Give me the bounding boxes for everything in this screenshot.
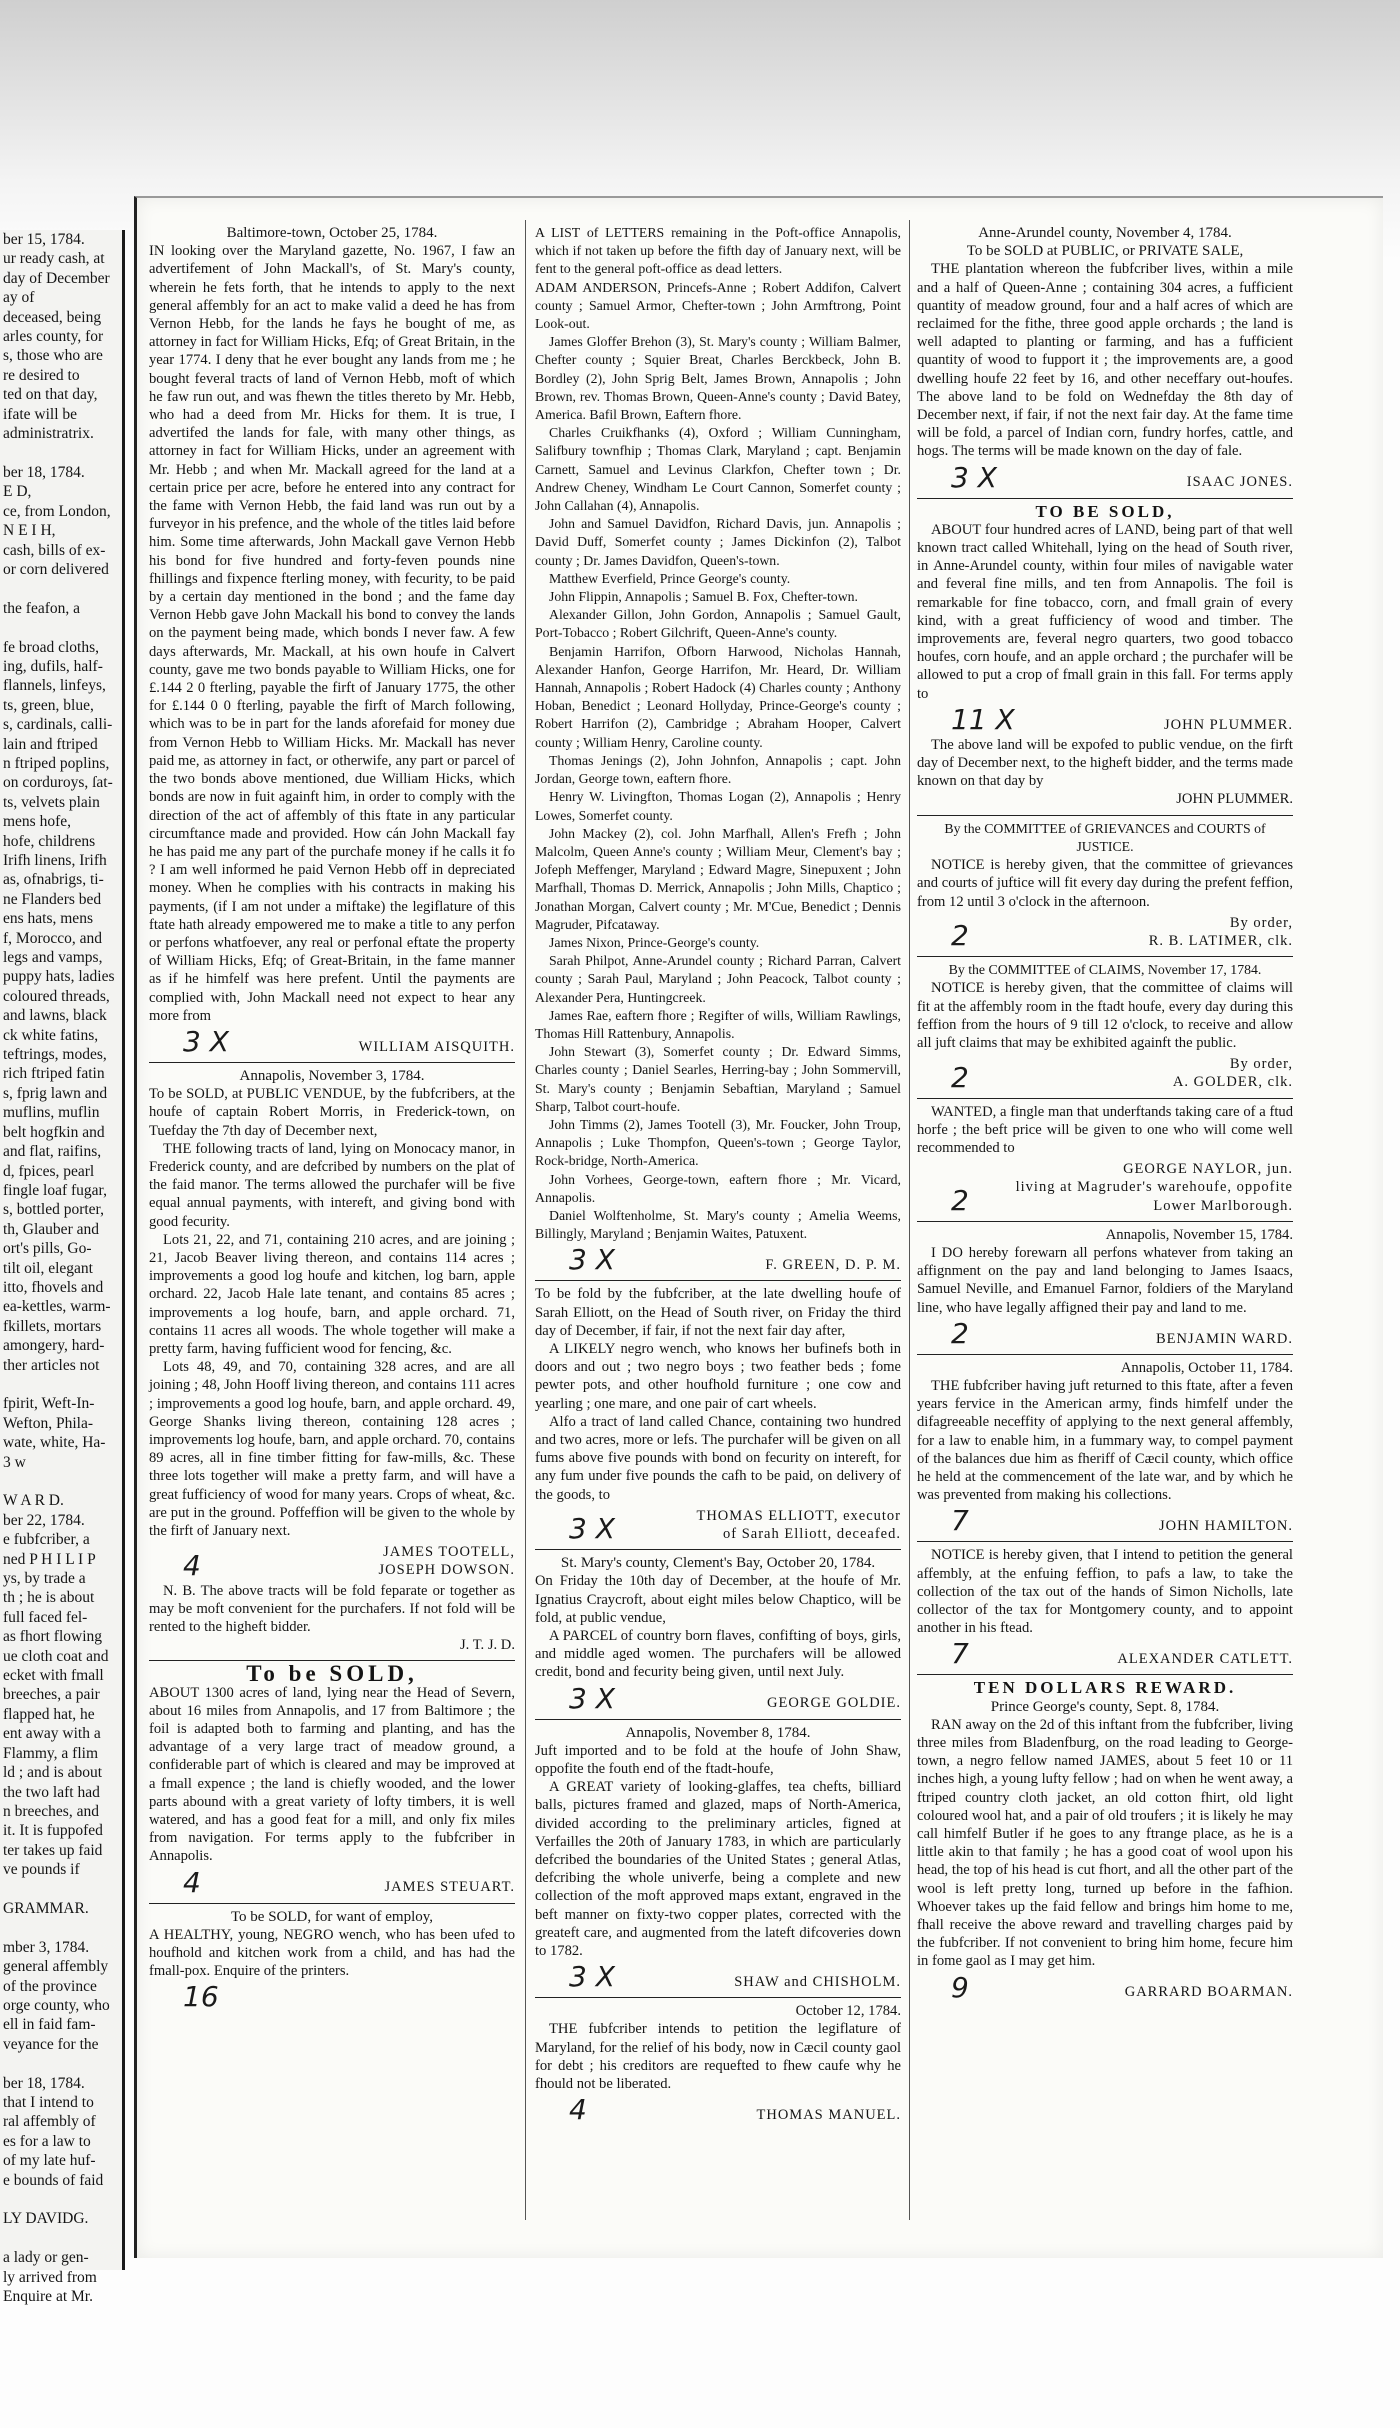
left-strip-line: th, Glauber and [3, 1220, 99, 1238]
left-strip-line: GRAMMAR. [3, 1899, 89, 1917]
left-strip-line: a lady or gen- [3, 2249, 89, 2267]
left-strip-line: of my late huf- [3, 2152, 96, 2170]
signature-mark: 2 [951, 1060, 969, 1094]
left-strip-line: fpirit, Weft-In- [3, 1395, 95, 1413]
left-strip-line: as, ofnabrigs, ti- [3, 871, 104, 889]
ad-text: THE fubfcriber intends to petition the legiflature of Maryland, for the relief of his body, now in Cæcil county gaol for debt ; his creditors are requefted to fhew caufe why he fhould not be liberated. [535, 2021, 901, 2093]
left-strip-line: ber 18, 1784. [3, 2074, 85, 2092]
ad-text: THE plantation whereon the fubfcriber lives, within a mile and a half of Queen-Anne ; containing 304 acres, a fufficient quantity of meadow ground, four and a half acres of which are reclaimed for the fithe, three good apple orchards ; the land is well adapted to planting or farming, and has a fufficient quantity of wood to fupport it ; the improvements are, a good dwelling houfe 22 feet by 16, and other neceffary out-houfes. The above land to be fold on Wednefday the 8th day of December next, if fair, if not the next fair day. At the fame time will be fold, a parcel of Indian corn, fundry horfes, cattle, and hogs. The terms will be made known on the day of fale. [917, 261, 1293, 460]
left-strip-line [0, 1375, 122, 1394]
left-strip-line: ort's pills, Go- [3, 1240, 92, 1258]
ad-text: A PARCEL of country born flaves, confifting of boys, girls, and middle aged women. The purchafers will be allowed credit, bond and fecurity being given, until next July. [535, 1628, 901, 1681]
ad-title: To be SOLD, for want of employ, [230, 1908, 434, 1925]
signature-mark: 3 X [183, 1024, 229, 1058]
left-strip-line: ce, from London, [3, 502, 111, 520]
signature: JOHN HAMILTON. [1158, 1518, 1293, 1535]
ad-text: THE fubfcriber having juft returned to this ftate, after a feven years fervice in the American army, finds himfelf under the difagreeable neceffity of applying to the next general affembly, for a law to enable him, in a fummary way, to compel payment of the balances due him as fheriff of Cæcil county, which office he held at the commencement of the late war, and by which he was prevented from making his collections. [917, 1377, 1293, 1504]
left-strip-line: amongery, hard- [3, 1337, 105, 1355]
divider [917, 1221, 1293, 1222]
divider [917, 498, 1293, 499]
left-strip-line: on corduroys, ſat- [3, 774, 113, 792]
left-strip-line: wate, white, Ha- [3, 1434, 106, 1452]
left-strip-line: tilt oil, elegant [3, 1259, 93, 1277]
ad-title: To be SOLD at PUBLIC, or PRIVATE SALE, [966, 243, 1244, 260]
left-strip-line: full faced fel- [3, 1608, 88, 1626]
ad-text: Lots 21, 22, and 71, containing 210 acres, and are joining ; 21, Jacob Beaver living thereon, and contains 114 acres ; improvements a good log houfe and kitchen, log barn, apple orchard. 22, Jacob Hale late tenant, and contains 85 acres ; improvements a log houfe, barn, and apple orchard. 71, contains 11 acres all woods. The whole together will make a pretty farm, having fufficient wood for fencing, &c. [149, 1231, 515, 1357]
left-strip-line: lain and ftriped [3, 735, 98, 753]
column-divider [909, 220, 910, 2220]
left-strip-line: muflins, muflin [3, 1104, 100, 1122]
signature: BENJAMIN WARD. [1156, 1330, 1293, 1347]
left-strip-line: coloured threads, [3, 987, 110, 1005]
left-strip-line: flapped hat, he [3, 1705, 95, 1723]
signature-mark: 3 X [569, 1960, 615, 1994]
left-strip-line: ea-kettles, warm- [3, 1298, 111, 1316]
left-strip-line: Irifh linens, Irifh [3, 852, 107, 869]
newspaper-page [134, 196, 1383, 2258]
left-strip-line: ing, dufils, half- [3, 657, 103, 675]
left-strip-line: ral affembly of [3, 2113, 96, 2131]
left-strip-line: ld ; and is about [3, 1764, 103, 1782]
ad-text: NOTICE is hereby given, that the committee of grievances and courts of juftice will fit every day during the prefent feffion, from 12 until 3 o'clock in the afternoon. [917, 857, 1293, 910]
ad-text: NOTICE is hereby given, that I intend to petition the general affembly, at the enfuing feffion, to pafs a law, to take the collection of the tax out of the hands of Simon Nicholls, late collector of the tax for Montgomery county, and to appoint another in his ftead. [917, 1547, 1293, 1637]
left-strip-line: LY DAVIDG. [3, 2210, 89, 2228]
signature-mark: 2 [951, 1316, 969, 1350]
left-strip-line: ter takes up faid [3, 1841, 103, 1859]
left-strip-line: Flammy, a flim [3, 1744, 98, 1762]
signature: F. GREEN, D. P. M. [765, 1257, 901, 1274]
ad-text: A GREAT variety of looking-glaffes, tea chefts, billiard balls, pictures framed and glazed, maps of North-America, divided according to the preliminary articles, figned at Verfailles the 20th of January 1783, in which are particularly defcribed the boundaries of the United States ; general Atlas, defcribing the whole univerfe, being a complete and new collection of the moft approved maps extant, engraved in the beft manner on fixty-two copper plates, corrected with the greateft care, and augmented from the lateft difcoveries down to 1782. [535, 1779, 901, 1960]
committee-heading: By the COMMITTEE of GRIEVANCES and COURTS of JUSTICE. [944, 820, 1266, 854]
dateline: Anne-Arundel county, November 4, 1784. [978, 225, 1232, 241]
left-strip-line: itto, fhovels and [3, 1278, 104, 1296]
ad-text: ABOUT 1300 acres of land, lying near the Head of Severn, about 16 miles from Annapolis, and 17 from Baltimore ; the foil is adapted both to farming and planting, and has the advantage of a very large tract of meadow ground, a confiderable part of which is cleared and may be improved at a fmall expence ; the land is chiefly wooded, and the lower parts abound with a great variety of lofty timbers, it is well watered, and has a good feat for a mill, and only fix miles from navigation. For terms apply to the fubfcriber in Annapolis. [149, 1684, 515, 1865]
signature: GEORGE GOLDIE. [766, 1695, 901, 1712]
signature: By order, [1229, 914, 1293, 931]
ad-text: On Friday the 10th day of December, at the houfe of Mr. Ignatius Craycroft, about eight miles below Chaptico, will be fold, at public vendue, [535, 1573, 901, 1626]
left-strip-line: it. It is fuppofed [3, 1822, 103, 1840]
ad-text: To be fold by the fubfcriber, at the late dwelling houfe of Sarah Elliott, on the Head of South river, on Friday the third day of December, if fair, if not the next fair day after, [535, 1286, 901, 1339]
divider [917, 956, 1293, 957]
ad-text: Lots 48, 49, and 70, containing 328 acres, and are all joining ; 48, John Hooff living thereon, and contains 111 acres ; improvements a good log houfe, barn, and apple orchard. 49, George Shanks living thereon, containing 128 acres ; improvements log houfe, barn, and apple orchard. 70, contains 89 acres, all in fine timber fitting for faw-mills, &c. These three lots together will make a pretty farm, and will have a great fufficiency of wood for many years. Crops of wheat, &c. are put in the ground. Poffeffion will be given to the whole by the firft of January next. [149, 1359, 515, 1540]
left-strip-line: mber 3, 1784. [3, 1938, 90, 1956]
left-strip-line: or corn delivered [3, 560, 109, 578]
column-divider [525, 220, 526, 2220]
ad-text: ABOUT four hundred acres of LAND, being part of that well known tract called Whitehall, lying on the head of South river, in Anne-Arundel county, within four miles of navigable water and feveral fine mills, and ten from Annapolis. The foil is remarkable for fine tobacco, corn, and fmall grain of every kind, with a great fufficiency of wood and timber. The improvements are, feveral negro quarters, two good tobacco houfes, corn houfe, and an apple orchard ; the purchafer will be allowed to put a crop of fmall grain in this fall. For terms apply to [917, 521, 1293, 702]
column-2 [535, 224, 901, 2224]
signature-mark: 3 X [569, 1512, 615, 1546]
left-strip-line [0, 618, 122, 637]
left-strip-line: ber 18, 1784. [3, 463, 85, 481]
divider [535, 1280, 901, 1281]
ad-text: WANTED, a fingle man that underftands taking care of a ftud horfe ; the beft price will be given to one who will come well recommended to [917, 1103, 1293, 1156]
left-strip-line: ck white fatins, [3, 1026, 99, 1044]
left-strip-line: fkillets, mortars [3, 1317, 102, 1335]
left-strip-line: es for a law to [3, 2132, 91, 2150]
left-strip-line [0, 1472, 122, 1491]
signature-mark: 3 X [951, 460, 997, 494]
left-strip-line: ens hats, mens [3, 910, 93, 928]
ad-text: NOTICE is hereby given, that the committee of claims will fit at the affembly room in the ftadt houfe, every day during this feffion from the hours of 9 till 12 o'clock, to receive and allow all juft claims that may be exhibited againft the public. [917, 980, 1293, 1051]
letter-list: John Flippin, Annapolis ; Samuel B. Fox, Chefter-town. [549, 589, 859, 605]
left-strip-line: ay of [3, 289, 35, 307]
ad-text: Juft imported and to be fold at the houfe of John Shaw, oppofite the fouth end of the ftadt-houfe, [535, 1742, 901, 1778]
signature: JOHN PLUMMER. [1163, 716, 1293, 733]
signature: JOHN PLUMMER. [1176, 791, 1293, 808]
left-strip-line: ell in faid fam- [3, 2016, 96, 2034]
letter-list: John Mackey (2), col. John Marfhall, Allen's Frefh ; John Malcolm, Queen Anne's county ; William Meur, Clement's bay ; Jofeph Meffenger, Maryland ; Edward Magre, Sinepuxent ; John Marfhall, Thomas D. Merrick, Annapolis ; John Mills, Chaptico ; Jonathan Morgan, Calvert county ; Mr. M'Cue, Benedict ; Dennis Magruder, Pifcataway. [535, 825, 901, 932]
left-strip-line: ifate will be [3, 405, 78, 423]
letter-list: ADAM ANDERSON, Princefs-Anne ; Robert Addifon, Calvert county ; Samuel Armor, Chefter-town ; John Armftrong, Point Look-out. [535, 279, 901, 332]
divider [917, 1674, 1293, 1675]
ad-text: A LIKELY negro wench, who knows her bufinefs both in doors and out ; two negro boys ; two feather beds ; fome pewter pots, and other houfhold furniture ; one cow and yearling ; one mare, and one pair of cart wheels. [535, 1340, 901, 1412]
letter-list: Matthew Everfield, Prince George's county. [549, 570, 791, 586]
left-strip-line: belt hogfkin and [3, 1123, 105, 1141]
left-strip-line: and flat, raifins, [3, 1143, 102, 1161]
ad-title: To be SOLD, [246, 1661, 418, 1687]
left-strip-line: 3 w [3, 1453, 26, 1471]
left-strip-line: that I intend to [3, 2094, 94, 2111]
divider [535, 1549, 901, 1550]
left-strip-line: breeches, a pair [3, 1686, 100, 1704]
left-strip-line [0, 2054, 122, 2073]
ad-title: TO BE SOLD, [1035, 501, 1175, 521]
ad-text: THE following tracts of land, lying on Monocacy manor, in Frederick county, and are defcribed by numbers on the plat of the faid manor. The terms allowed the purchafer will be five equal annual payments, with intereft, and giving bond with good fecurity. [149, 1140, 515, 1230]
left-strip-line: s, bottled porter, [3, 1201, 104, 1219]
left-strip-line: Enquire at Mr. [3, 2288, 93, 2306]
left-strip-line: e fubfcriber, a [3, 1531, 90, 1549]
signature-mark: 7 [951, 1637, 969, 1671]
signature: of Sarah Elliott, deceafed. [723, 1526, 901, 1543]
divider [535, 1719, 901, 1720]
signature: By order, [1229, 1056, 1293, 1073]
left-strip-line: re desired to [3, 366, 80, 384]
signature-mark: 16 [183, 1980, 219, 2014]
column-3 [917, 224, 1293, 2224]
column-1 [149, 224, 515, 2224]
letter-list: Charles Cruikfhanks (4), Oxford ; William Cunningham, Salifbury townfhip ; Thomas Clark, Maryland ; capt. Benjamin Carnett, Samuel and Levinus Clarkfon, Chefter town ; Dr. Andrew Cheney, Windham Le Court Cannon, Somerfet county ; John Callahan (4), Annapolis. [535, 425, 901, 514]
letter-list: John Stewart (3), Somerfet county ; Dr. Edward Simms, Charles county ; Daniel Searles, Herring-bay ; John Sommervill, St. Mary's county ; Benjamin Sebaftian, Maryland ; Samuel Sharp, Talbot court-houfe. [535, 1044, 901, 1114]
letter-list: James Nixon, Prince-George's county. [549, 934, 760, 950]
dateline: Baltimore-town, October 25, 1784. [226, 225, 438, 241]
left-strip-line: the feafon, a [3, 599, 81, 617]
ad-text: Alfo a tract of land called Chance, containing two hundred and two acres, more or lefs. The purchafer will be given on all fums above five pounds with bond on fecurity on intereft, for any fum under five pounds the cafh to be paid, on delivery of the goods, to [535, 1413, 901, 1503]
signature-mark: 2 [951, 919, 969, 953]
letter-list: Benjamin Harrifon, Ofborn Harwood, Nicholas Hannah, Alexander Hanfon, George Harrifon, Mr. Heard, Dr. William Hannah, Annapolis ; Robert Hadock (4) Charles county ; Anthony Hoban, Benedict ; Leonard Hollyday, Prince-George's county ; Robert Harrifon (2), Cambridge ; Abraham Hooper, Calvert county ; William Henry, Caroline county. [535, 643, 901, 750]
signature-mark: 4 [183, 1865, 201, 1899]
letter-list: Thomas Jenings (2), John Johnfon, Annapolis ; capt. John Jordan, George town, eaftern fhore. [535, 752, 901, 787]
left-strip-line: e bounds of faid [3, 2171, 104, 2189]
signature: JAMES STEUART. [384, 1879, 515, 1896]
left-strip-line: n ftriped poplins, [3, 754, 110, 772]
signature-mark: 4 [183, 1548, 201, 1582]
left-strip-line: and lawns, black [3, 1007, 107, 1025]
left-strip-line: the two laft had [3, 1783, 100, 1801]
divider [917, 1098, 1293, 1099]
left-strip-line: E D, [3, 483, 32, 501]
left-strip-line: th ; he is about [3, 1589, 95, 1607]
dateline: St. Mary's county, Clement's Bay, October 20, 1784. [560, 1555, 876, 1572]
signature: THOMAS MANUEL. [756, 2107, 901, 2124]
left-strip-line: Wefton, Phila- [3, 1414, 94, 1432]
divider [149, 1903, 515, 1904]
left-strip-line: orge county, who [3, 1996, 110, 2014]
signature-mark: 3 X [569, 1243, 615, 1277]
left-strip-line: of the province [3, 1977, 97, 1995]
letter-list: John Timms (2), James Tootell (3), Mr. Foucker, John Troup, Annapolis ; Luke Thompfon, Queen's-town ; George Taylor, Rock-bridge, North-America. [535, 1116, 901, 1169]
left-strip-line: ve pounds if [3, 1861, 80, 1879]
signature-mark: 7 [951, 1504, 969, 1538]
ad-text: The above land will be expofed to public vendue, on the firft day of December next, to the higheft bidder, and the terms made known on that day by [917, 736, 1293, 790]
divider [535, 1997, 901, 1998]
committee-heading: By the COMMITTEE of CLAIMS, November 17, 1784. [948, 962, 1262, 978]
ad-text: I DO hereby forewarn all perfons whatever from taking an affignment on the pay and land belonging to James Isaacs, Samuel Neville, and Emanuel Farnor, foldiers of the Maryland line, who have legally affigned their pay and land to me. [917, 1244, 1293, 1316]
letter-list: John and Samuel Davidfon, Richard Davis, jun. Annapolis ; David Duff, Somerfet county ; James Dickinfon (2), Talbot county ; Dr. James Davidfon, Queen's-town. [535, 516, 901, 568]
ad-title: TEN DOLLARS REWARD. [973, 1678, 1237, 1698]
signature: J. T. J. D. [459, 1637, 515, 1654]
left-strip-line: d, fpices, pearl [3, 1162, 95, 1180]
signature: JOSEPH DOWSON. [378, 1562, 515, 1579]
left-page-strip [0, 230, 125, 2306]
signature: living at Magruder's warehoufe, oppofite Lower Marlborough. [1015, 1179, 1293, 1214]
signature: ALEXANDER CATLETT. [1117, 1651, 1293, 1668]
left-strip-line: veyance for the [3, 2035, 99, 2053]
left-strip-line: n breeches, and [3, 1802, 99, 1820]
left-strip-line: administratrix. [3, 425, 94, 443]
dateline: Annapolis, November 3, 1784. [239, 1067, 425, 1084]
signature: JAMES TOOTELL, [383, 1544, 515, 1561]
signature: THOMAS ELLIOTT, executor [696, 1507, 901, 1524]
left-strip-line: fe broad cloths, [3, 638, 99, 656]
left-strip-line: deceased, being [3, 308, 102, 326]
letter-list: Henry W. Livingfton, Thomas Logan (2), Annapolis ; Henry Lowes, Somerfet county. [535, 789, 901, 823]
left-strip-line [0, 1880, 122, 1899]
left-strip-line: f, Morocco, and [3, 929, 102, 947]
ad-text: A LIST of LETTERS remaining in the Poft-office Annapolis, which if not taken up before the fifth day of January next, will be fent to the general poft-office as dead letters. [535, 225, 901, 277]
dateline: Prince George's county, Sept. 8, 1784. [990, 1698, 1220, 1715]
divider [149, 1062, 515, 1063]
divider [917, 1354, 1293, 1355]
left-strip-line: hofe, childrens [3, 832, 96, 850]
left-strip-line: ts, green, blue, [3, 696, 94, 714]
signature: SHAW and CHISHOLM. [734, 1974, 901, 1991]
letter-list: John Vorhees, George-town, eaftern fhore ; Mr. Vicard, Annapolis. [535, 1171, 901, 1205]
ad-text: RAN away on the 2d of this inftant from the fubfcriber, living three miles from Bladenfburg, on the road leading to George-town, a negro fellow named JAMES, about 5 feet 10 or 11 inches high, a young lufty fellow ; had on when he went away, a ftriped country cloth jacket, an old cotton fhirt, old light coloured wool hat, and a pair of old troufers ; it is likely he may call himfelf Butler if he goes to any ftrange place, as he is a little akin to that family ; he has a good coat of wool upon his head, the top of his head is cut fhort, and all the other part of the wool is left pretty long, turned up before in the fafhion. Whoever takes up the faid fellow and brings him home to me, fhall receive the above reward and travelling charges paid by the fubfcriber. If not convenient to bring him home, fecure him in fome gaol as I may get him. [917, 1716, 1293, 1970]
left-strip-line: ur ready cash, at [3, 250, 105, 268]
dateline: Annapolis, November 8, 1784. [625, 1724, 811, 1741]
signature: WILLIAM AISQUITH. [358, 1038, 515, 1055]
left-strip-line: ted on that day, [3, 386, 98, 404]
signature: ISAAC JONES. [1186, 474, 1293, 491]
left-strip-line [0, 1918, 122, 1937]
left-strip-line: ne Flanders bed [3, 890, 102, 908]
left-strip-line: general affembly [3, 1958, 109, 1976]
letter-list: Daniel Wolftenholme, St. Mary's county ; Amelia Weems, Billingly, Maryland ; Benjamin Waites, Patuxent. [535, 1207, 901, 1242]
left-strip-line: rich ftriped fatin [3, 1065, 105, 1083]
left-strip-line: ther articles not [3, 1356, 100, 1374]
left-strip-line: ts, velvets plain [3, 793, 100, 811]
signature-mark: 4 [569, 2093, 587, 2127]
left-strip-line: s, those who are [3, 347, 103, 365]
letter-list: Sarah Philpot, Anne-Arundel county ; Richard Parran, Calvert county ; Sarah Paul, Maryland ; John Peacock, Talbot county ; Alexander Pera, Huntingcreek. [535, 953, 901, 1005]
signature: A. GOLDER, clk. [1172, 1074, 1293, 1091]
left-strip-line: ly arrived from [3, 2268, 97, 2286]
signature-mark: 3 X [569, 1681, 615, 1715]
ad-text: To be SOLD, at PUBLIC VENDUE, by the fubfcribers, at the houfe of captain Robert Morris, in Frederick-town, on Tuefday the 7th day of December next, [149, 1086, 515, 1139]
dateline: October 12, 1784. [795, 2003, 901, 2020]
left-strip-line: arles county, for [3, 328, 104, 346]
ad-text: N. B. The above tracts will be fold feparate or together as may be moft convenient for the purchafers. If not fold will be rented to the higheft bidder. [149, 1582, 515, 1636]
left-strip-line [0, 579, 122, 598]
left-strip-line: ned P H I L I P [3, 1550, 96, 1568]
left-strip-line [0, 443, 122, 462]
left-strip-line: W A R D. [3, 1492, 64, 1510]
left-strip-line: legs and vamps, [3, 949, 103, 967]
dateline: Annapolis, October 11, 1784. [1120, 1359, 1293, 1376]
signature: R. B. LATIMER, clk. [1148, 932, 1293, 949]
signature-mark: 9 [951, 1970, 969, 2004]
signature: GARRARD BOARMAN. [1124, 1984, 1293, 2001]
left-strip-line: ent away with a [3, 1725, 101, 1743]
left-strip-line: mens hofe, [3, 813, 72, 831]
left-strip-line: cash, bills of ex- [3, 541, 106, 559]
left-strip-line: ue cloth coat and [3, 1647, 109, 1665]
left-strip-line: puppy hats, ladies [3, 968, 115, 986]
left-strip-line: ber 15, 1784. [3, 231, 85, 248]
ad-text: IN looking over the Maryland gazette, No. 1967, I faw an advertifement of John Mackall's, of St. Mary's county, wherein he fets forth, that he intends to apply to the next general affembly for an act to make valid a deed he has from Vernon Hebb, for the lands he fays he bought of me, as attorney in fact for William Hicks, Efq; of Great Britain, in the year 1774. I deny that he ever bought any lands from me ; he bought feveral tracts of land of Vernon Hebb, moft of which he faw run out, and was fhewn the titles thereto by Mr. Hebb, who had a deed from Mr. Hicks for them. It is true, I advertifed the lands for fale, with many other things, as attorney in fact for William Hicks, under an agreement with Mr. Hebb ; and when Mr. Mackall agreed for the land at a certain price per acre, before he entered into any contract for the fame with Vernon Hebb, the faid land was run out by a furveyor in his prefence, and the whole of the titles laid before him. Some time afterwards, John Mackall gave Vernon Hebb his bond for five hundred and forty-feven pounds nine fhillings and fixpence fterling money, with fecurity, to be paid by a certain day mentioned in the bond ; and the fame day Vernon Hebb gave John Mackall his bond to convey the lands on the payment being made, which bonds I never faw. A few days afterwards, Mr. Mackall, at his own houfe in Calvert county, gave me two bonds payable to William Hicks, one for £.144 2 0 fterling, payable the firft of January 1775, the other for £.144 0 0 fterling, payable the firft of March following, which was to be in part for the lands aforefaid for money due from Vernon Hebb to William Hicks. Mr. Mackall has never paid me, as attorney in fact, or otherwife, any part or parcel of the two bonds above mentioned, due William Hicks, which bonds are now in fuit againft him, in order to comply with the direction of the act of affembly of this ftate in any particular circumftance made and provided. How cán John Mackall fay he has paid me any part of the purchafe money if he calls it fo ? I am well informed he paid Vernon Hebb off in depreciated money. When he complies with his contracts in making his payments, (if I am not under a miftake) the legiflature of this ftate hath already empowered me to make a title to any perfon or perfons whatfoever, any real or perfonal eftate the property of William Hicks, Efq; of Great-Britain, in the fame manner as if he himfelf was here prefent. Until the payments are complied with, John Mackall need not expect to hear any more from [149, 243, 515, 1024]
left-strip-line: s, fprig lawn and [3, 1084, 108, 1102]
ad-text: A HEALTHY, young, NEGRO wench, who has been ufed to houfhold and kitchen work from a child, and has had the fmall-pox. Enquire of the printers. [149, 1926, 515, 1980]
letter-list: James Gloffer Brehon (3), St. Mary's county ; William Balmer, Chefter county ; Squier Breat, Charles Berckbeck, John B. Bordley (2), John Sprig Belt, James Brown, Annapolis ; John Brown, rev. Thomas Brown, Queen-Anne's county ; David Batey, America. Bafil Brown, Eaftern fhore. [535, 334, 901, 423]
letter-list: Alexander Gillon, John Gordon, Annapolis ; Samuel Gault, Port-Tobacco ; Robert Gilchrift, Queen-Anne's county. [535, 607, 901, 641]
left-strip-line: fingle loaf fugar, [3, 1181, 107, 1199]
divider [917, 815, 1293, 816]
left-strip-line: s, cardinals, calli- [3, 716, 113, 734]
signature-mark: 2 [951, 1183, 969, 1217]
divider [917, 1541, 1293, 1542]
left-strip-line [0, 2190, 122, 2209]
signature: GEORGE NAYLOR, jun. [1123, 1161, 1293, 1178]
left-strip-line: ecket with fmall [3, 1667, 104, 1685]
left-strip-line: ys, by trade a [3, 1570, 86, 1588]
left-strip-line: flannels, linfeys, [3, 677, 106, 695]
left-strip-line: teftrings, modes, [3, 1046, 107, 1064]
signature-mark: 11 X [951, 702, 1015, 736]
letter-list: James Rae, eaftern fhore ; Regifter of wills, William Rawlings, Thomas Hill Rattenbury, Annapolis. [535, 1007, 901, 1041]
left-strip-line: as fhort flowing [3, 1628, 103, 1646]
left-strip-line: day of December [3, 269, 110, 287]
dateline: Annapolis, November 15, 1784. [1105, 1226, 1293, 1243]
left-strip-line: ber 22, 1784. [3, 1511, 85, 1529]
left-strip-line: N E I H, [3, 522, 56, 540]
left-strip-line [0, 2229, 122, 2248]
